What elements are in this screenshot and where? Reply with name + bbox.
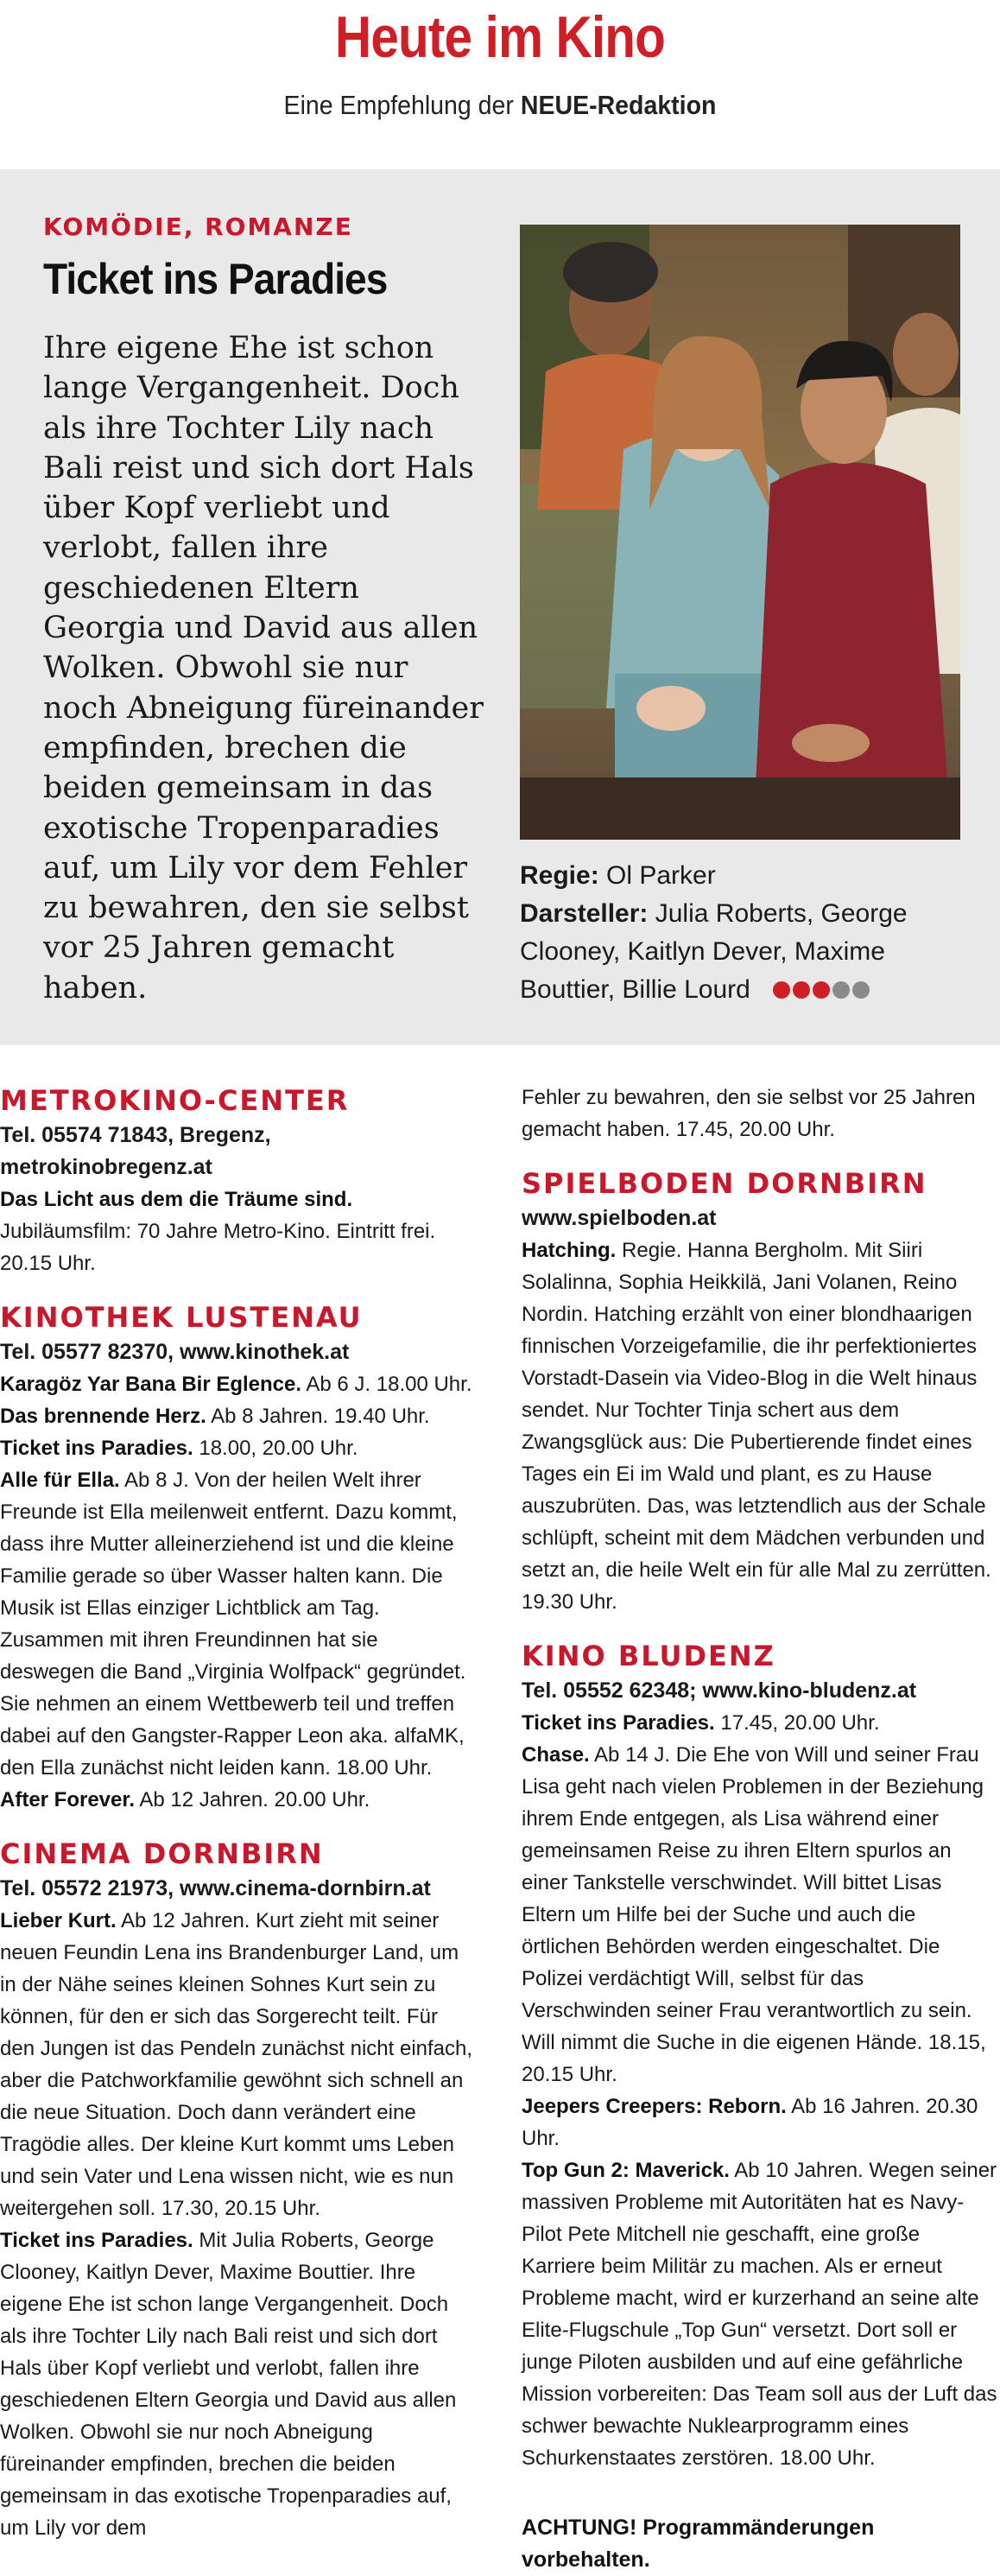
- film-entry: [0, 1784, 477, 1816]
- page-title: Heute im Kino: [335, 4, 665, 70]
- cinema-contact: Tel. 05572 21973, www.cinema-dornbirn.at: [0, 1876, 431, 1900]
- film-details: Ab 16 Jahren. 20.30 Uhr.: [522, 2095, 978, 2150]
- subtitle-prefix: Eine Empfehlung der: [283, 90, 514, 120]
- film-entry: [0, 1905, 477, 2224]
- film-still-illustration: [520, 225, 960, 840]
- film-entry: [522, 1234, 998, 1618]
- film-details: Mit Julia Roberts, George Clooney, Kaitlyn Dever, Maxime Bouttier. Ihre eigene Ehe ist schon lange Vergangenheit. Doch als ihre Tochter Lily nach Bali reist und sich dort Hals über Kopf verliebt und verlobt, fallen ihre geschiedenen Eltern Georgia und David aus allen Wolken. Obwohl sie nur noch Abneigung füreinander empfinden, brechen die beiden gemeinsam in das exotische Tropenparadies auf, um Lily vor dem: [0, 2229, 457, 2540]
- film-title: Ticket ins Paradies.: [522, 1711, 715, 1735]
- film-details: 18.00, 20.00 Uhr.: [193, 1437, 358, 1460]
- film-title: Hatching.: [522, 1239, 617, 1262]
- film-details: Regie. Hanna Bergholm. Mit Siiri Solalinna, Sophia Heikkilä, Jani Volanen, Reino Nordin. Hatching erzählt von einer blondhaarigen finnischen Vorzeigefamilie, die ihr perfektioniertes Vorstadt-Dasein via Video-Blog in die Welt hinaus sendet. Nur Tochter Tinja schert aus dem Zwangsglück aus: Die Pubertierende findet eines Tages ein Ei im Wald und plant, es zu Hause auszubrüten. Das, was letztendlich aus der Schale schlüpft, scheint mit dem Mädchen verbunden und setzt an, die heile Welt ein für alle Mal zu zerrütten. 19.30 Uhr.: [522, 1239, 991, 1614]
- rating-dot-filled: [773, 981, 790, 999]
- film-entry: [0, 1400, 477, 1432]
- continued-text: Fehler zu bewahren, den sie selbst vor 25 Jahren gemacht haben. 17.45, 20.00 Uhr.: [522, 1086, 976, 1141]
- director-name: Ol Parker: [606, 861, 716, 890]
- film-entry: [0, 1464, 477, 1784]
- film-entry: [522, 2154, 998, 2474]
- film-title: After Forever.: [0, 1788, 136, 1811]
- feature-description: Ihre eigene Ehe ist schon lange Vergangenheit. Doch als ihre Tochter Lily nach Bali reist und sich dort Hals über Kopf verliebt und verlobt, fallen ihre geschiedenen Eltern Georgia und David aus allen Wolken. Obwohl sie nur noch Abneigung füreinander empfinden, brechen die beiden gemeinsam in das exotische Tropenparadies auf, um Lily vor dem Fehler zu bewahren, den sie selbst vor 25 Jahren gemacht haben.: [43, 331, 484, 1006]
- film-title: Top Gun 2: Maverick.: [522, 2159, 730, 2182]
- film-entry: [0, 2224, 477, 2544]
- feature-title: Ticket ins Paradies: [43, 255, 388, 303]
- film-entry: [522, 1707, 998, 1739]
- director-label: Regie:: [520, 861, 599, 890]
- film-details: Jubiläumsfilm: 70 Jahre Metro-Kino. Eintritt frei. 20.15 Uhr.: [0, 1220, 436, 1275]
- listings-right-column: [522, 1082, 998, 2576]
- film-title: Ticket ins Paradies.: [0, 1437, 193, 1460]
- masthead: [0, 0, 1000, 169]
- rating-dot-filled: [813, 981, 830, 999]
- cinema-contact: Tel. 05577 82370, www.kinothek.at: [0, 1340, 350, 1364]
- film-details: Ab 6 J. 18.00 Uhr.: [301, 1373, 472, 1396]
- film-entry: [522, 2091, 998, 2154]
- film-title: Karagöz Yar Bana Bir Eglence.: [0, 1373, 302, 1396]
- film-details: Ab 14 J. Die Ehe von Will und seiner Frau Lisa geht nach vielen Problemen in der Beziehung ihrem Ende entgegen, als Lisa während einer gemeinsamen Reise zu ihren Eltern spurlos an einer Tankstelle verschwindet. Will bittet Lisas Eltern um Hilfe bei der Suche und auch die örtlichen Behörden werden eingeschaltet. Die Polizei verdächtigt Will, selbst für das Verschwinden seiner Frau verantwortlich zu sein. Will nimmt die Suche in die eigenen Hände. 18.15, 20.15 Uhr.: [522, 1743, 986, 2086]
- listings-left-column: [0, 1082, 477, 2544]
- film-title: Jeepers Creepers: Reborn.: [522, 2095, 787, 2118]
- cinema-name: KINO BLUDENZ: [522, 1640, 775, 1672]
- rating-dot-empty: [832, 981, 850, 999]
- subtitle-brand: NEUE-Redaktion: [520, 90, 717, 120]
- film-details: Ab 12 Jahren. 20.00 Uhr.: [135, 1788, 370, 1811]
- film-details: 17.45, 20.00 Uhr.: [714, 1711, 880, 1735]
- cinema-contact: Tel. 05574 71843, Bregenz, metrokinobregenz.at: [0, 1123, 271, 1179]
- cinema-contact: Tel. 05552 62348; www.kino-bludenz.at: [522, 1678, 917, 1703]
- film-entry: [0, 1183, 477, 1279]
- cinema-name: CINEMA DORNBIRN: [0, 1837, 324, 1870]
- cinema-name: METROKINO-CENTER: [0, 1084, 350, 1117]
- film-title: Das brennende Herz.: [0, 1405, 206, 1428]
- feature-box: [0, 169, 1000, 1045]
- program-notice: ACHTUNG! Programmänderungen vorbehalten.: [522, 2516, 875, 2572]
- rating-dots: [773, 972, 872, 1010]
- film-details: Ab 8 J. Von der heilen Welt ihrer Freunde ist Ella meilenweit entfernt. Dazu kommt, dass ihre Mutter alleinerziehend ist und die kleine Familie gerade so über Wasser halten kann. Die Musik ist Ellas einziger Lichtblick am Tag. Zusammen mit ihren Freundinnen hat sie deswegen die Band „Virginia Wolfpack“ gegründet. Sie nehmen an einem Wettbewerb teil und treffen dabei auf den Gangster-Rapper Leon aka. alfaMK, den Ella zunächst nicht leiden kann. 18.00 Uhr.: [0, 1469, 466, 1780]
- film-still-photo: [520, 225, 960, 840]
- feature-genre: KOMÖDIE, ROMANZE: [43, 213, 353, 241]
- rating-dot-empty: [852, 981, 870, 999]
- film-entry: [0, 1368, 477, 1400]
- film-details: Ab 12 Jahren. Kurt zieht mit seiner neuen Feundin Lena ins Brandenburger Land, um in der Nähe seines kleinen Sohnes Kurt sein zu können, für den er sich das Sorgerecht teilt. Für den Jungen ist das Pendeln zunächst nicht einfach, aber die Patchworkfamilie gewöhnt sich schnell an die neue Situation. Doch dann verändert eine Tragödie alles. Der kleine Kurt kommt ums Leben und sein Vater und Lena wissen nicht, wie es nun weitergehen soll. 17.30, 20.15 Uhr.: [0, 1909, 473, 2220]
- cinema-name: SPIELBODEN DORNBIRN: [522, 1167, 927, 1200]
- page-subtitle: [40, 90, 959, 121]
- film-details: Ab 10 Jahren. Wegen seiner massiven Probleme mit Autoritäten hat es Navy-Pilot Pete Mitchell nie geschafft, eine große Karriere beim Militär zu machen. Als er erneut Probleme macht, wird er kurzerhand an seine alte Elite-Flugschule „Top Gun“ versetzt. Dort soll er junge Piloten ausbilden und auf eine gefährliche Mission vorbereiten: Das Team soll aus der Luft das schwer bewachte Nuklearprogramm eines Schurkenstaates zerstören. 18.00 Uhr.: [522, 2159, 997, 2470]
- film-entry: [522, 1739, 998, 2091]
- film-title: Lieber Kurt.: [0, 1909, 117, 1932]
- cinema-name: KINOTHEK LUSTENAU: [0, 1301, 363, 1334]
- film-title: Ticket ins Paradies.: [0, 2229, 193, 2252]
- film-title: Das Licht aus dem die Träume sind.: [0, 1188, 353, 1211]
- cast-list: Julia Roberts, George Clooney, Kaitlyn Dever, Maxime Bouttier, Billie Lourd: [520, 899, 908, 1004]
- film-details: Ab 8 Jahren. 19.40 Uhr.: [206, 1405, 430, 1428]
- cinema-contact: www.spielboden.at: [522, 1206, 717, 1230]
- feature-credits: [520, 857, 969, 1010]
- rating-dot-filled: [793, 981, 810, 999]
- film-entry: [0, 1432, 477, 1464]
- cast-label: Darsteller:: [520, 899, 649, 928]
- film-title: Alle für Ella.: [0, 1469, 120, 1492]
- film-title: Chase.: [522, 1743, 590, 1767]
